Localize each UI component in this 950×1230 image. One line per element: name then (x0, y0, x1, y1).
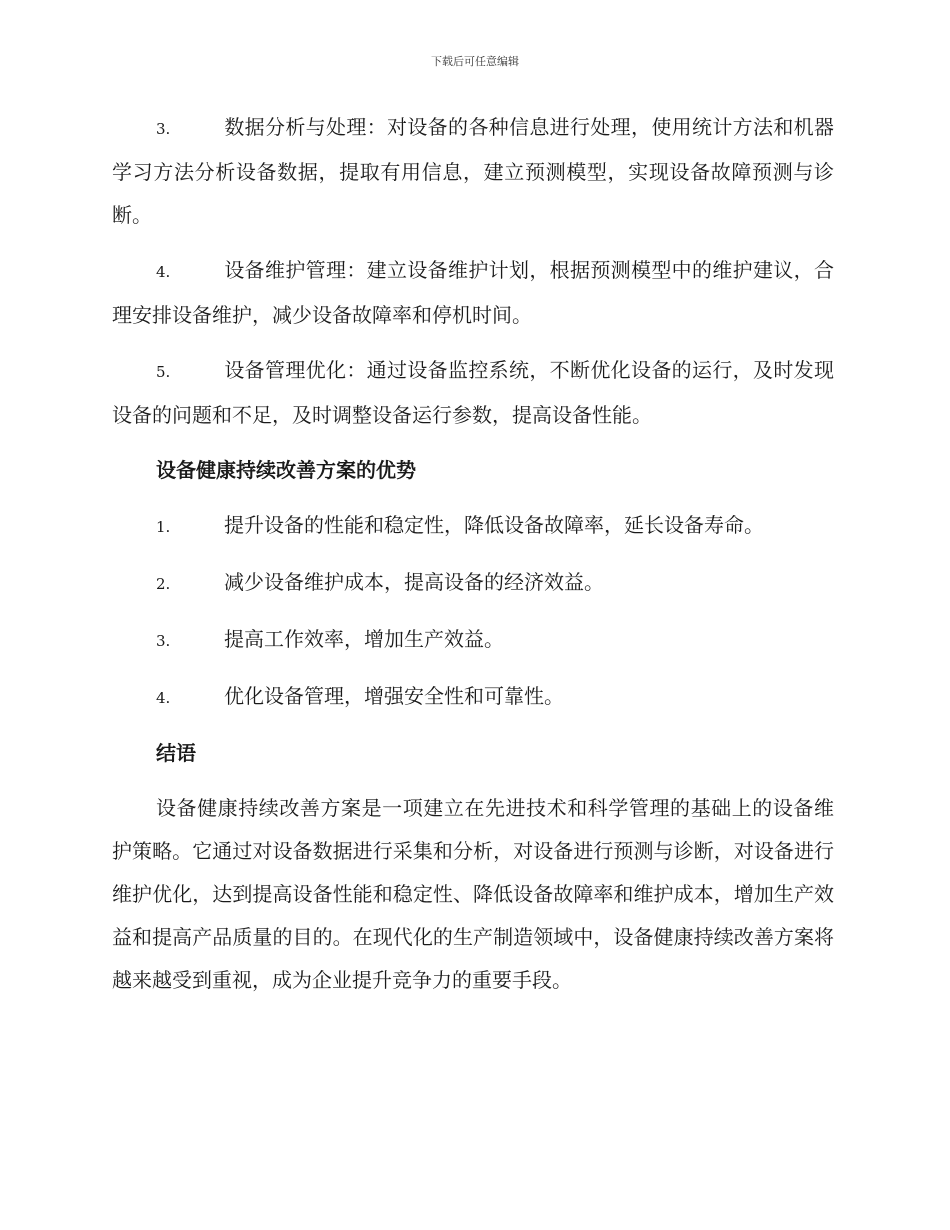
list-item (112, 675, 834, 720)
list-item (112, 561, 834, 606)
numbered-paragraph-5 (112, 349, 834, 437)
conclusion-paragraph: 设备健康持续改善方案是一项建立在先进技术和科学管理的基础上的设备维护策略。它通过对设备数据进行采集和分析，对设备进行预测与诊断，对设备进行维护优化，达到提高设备性能和稳定性、降低设备故障率和维护成本，增加生产效益和提高产品质量的目的。在现代化的生产制造领域中，设备健康持续改善方案将越来越受到重视，成为企业提升竞争力的重要手段。 (112, 796, 834, 992)
item-text: 减少设备维护成本，提高设备的经济效益。 (224, 570, 604, 594)
item-text: 提升设备的性能和稳定性，降低设备故障率，延长设备寿命。 (224, 513, 764, 537)
item-text: 设备维护管理：建立设备维护计划，根据预测模型中的维护建议，合理安排设备维护，减少设备故障率和停机时间。 (112, 258, 834, 327)
numbered-paragraph-4 (112, 249, 834, 337)
item-number: 3. (156, 632, 171, 650)
list-item (112, 504, 834, 549)
page-header: 下载后可任意编辑 (431, 55, 519, 68)
item-number: 3. (156, 120, 171, 138)
section-heading-conclusion: 结语 (156, 741, 196, 765)
item-text: 优化设备管理，增强安全性和可靠性。 (224, 684, 564, 708)
page-content (112, 106, 834, 1002)
list-item (112, 618, 834, 663)
item-number: 1. (156, 518, 171, 536)
item-number: 4. (156, 263, 171, 281)
item-text: 提高工作效率，增加生产效益。 (224, 627, 504, 651)
item-number: 4. (156, 689, 171, 707)
item-number: 5. (156, 363, 171, 381)
numbered-paragraph-3 (112, 106, 834, 237)
item-text: 设备管理优化：通过设备监控系统，不断优化设备的运行，及时发现设备的问题和不足，及时调整设备运行参数，提高设备性能。 (112, 358, 834, 427)
item-text: 数据分析与处理：对设备的各种信息进行处理，使用统计方法和机器学习方法分析设备数据，提取有用信息，建立预测模型，实现设备故障预测与诊断。 (112, 115, 834, 227)
item-number: 2. (156, 575, 171, 593)
section-heading-advantages: 设备健康持续改善方案的优势 (156, 458, 416, 482)
